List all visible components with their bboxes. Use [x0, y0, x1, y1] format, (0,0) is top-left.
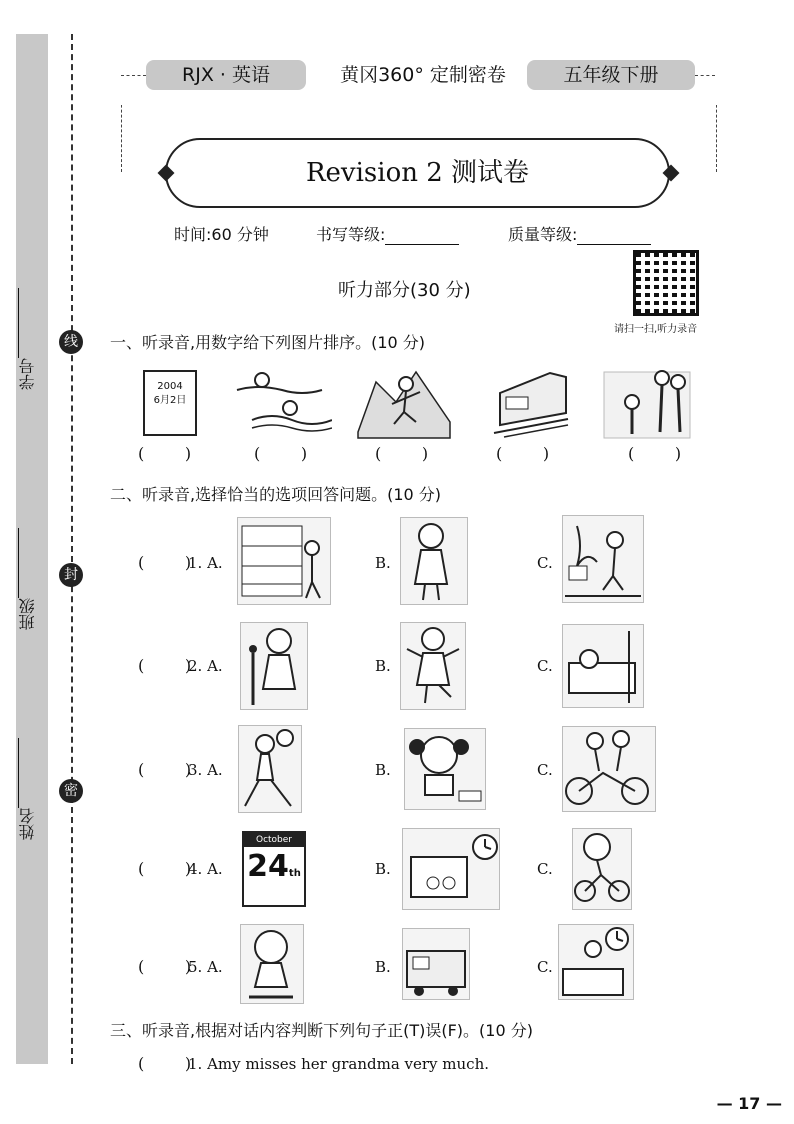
- writing-grade-label: 书写等级:: [316, 225, 386, 244]
- seal-feng: 封: [59, 563, 83, 587]
- listening-header: 听力部分(30 分): [338, 280, 471, 301]
- grade-pill: 五年级下册: [527, 60, 695, 90]
- calendar-date: 6月2日: [153, 395, 187, 406]
- q2-option-b-label: B.: [375, 657, 391, 675]
- q4-option-b-label: B.: [375, 860, 391, 878]
- q5-b-bus-icon[interactable]: [402, 928, 470, 1000]
- q1-a-supermarket-icon[interactable]: [237, 517, 331, 605]
- q4-c-boy-bike-icon[interactable]: [572, 828, 632, 910]
- q3-option-a-label: 3. A.: [188, 761, 223, 779]
- q1-c-watering-plants-icon[interactable]: [562, 515, 644, 603]
- name-label: 姓名: [18, 808, 37, 840]
- page-number: — 17 —: [716, 1094, 782, 1113]
- seal-xian: 线: [59, 330, 83, 354]
- q2-b-dancing-girl-icon[interactable]: [400, 622, 466, 710]
- cut-line: [71, 34, 73, 1064]
- qr-code-icon[interactable]: [633, 250, 699, 316]
- q3-b-reading-girl-icon[interactable]: [404, 728, 486, 810]
- qr-caption: 请扫一扫,听力录音: [614, 324, 698, 335]
- q5-c-study-clock-icon[interactable]: [558, 924, 634, 1000]
- calendar-icon: [143, 370, 197, 436]
- swimming-icon: [232, 368, 332, 438]
- calendar-day: 24: [247, 849, 289, 884]
- series-title: 黄冈360° 定制密卷: [340, 64, 506, 86]
- q5-option-c-label: C.: [537, 958, 553, 976]
- q4-option-a-label: 4. A.: [188, 860, 223, 878]
- section3-title: 三、听录音,根据对话内容判断下列句子正(T)误(F)。(10 分): [110, 1021, 533, 1040]
- train-icon: [490, 363, 570, 439]
- answer-blank-q5[interactable]: ( ): [138, 957, 192, 976]
- q3-a-basketball-icon[interactable]: [238, 725, 302, 813]
- order-blank-3[interactable]: ( ): [375, 444, 429, 463]
- class-field[interactable]: [16, 460, 48, 630]
- q2-option-c-label: C.: [537, 657, 553, 675]
- time-info: 时间:60 分钟: [174, 225, 269, 244]
- order-blank-5[interactable]: ( ): [628, 444, 682, 463]
- family-icon: [602, 362, 692, 440]
- q2-c-sick-in-bed-icon[interactable]: [562, 624, 644, 708]
- calendar-month: October: [244, 833, 304, 847]
- q1-option-a-label: 1. A.: [188, 554, 223, 572]
- answer-blank-q3[interactable]: ( ): [138, 760, 192, 779]
- section2-title: 二、听录音,选择恰当的选项回答问题。(10 分): [110, 485, 442, 504]
- calendar-year: 2004: [157, 381, 183, 392]
- quality-grade-label: 质量等级:: [508, 225, 578, 244]
- student-number-field[interactable]: [16, 230, 48, 390]
- q2-option-a-label: 2. A.: [188, 657, 223, 675]
- q3-c-cycling-icon[interactable]: [562, 726, 656, 812]
- calendar-suffix: th: [288, 868, 301, 879]
- q5-option-b-label: B.: [375, 958, 391, 976]
- q4-option-c-label: C.: [537, 860, 553, 878]
- page-title: Revision 2 测试卷: [165, 138, 670, 208]
- climbing-icon: [356, 362, 452, 440]
- seal-mi: 密: [59, 779, 83, 803]
- q1-option-b-label: B.: [375, 554, 391, 572]
- q3-option-b-label: B.: [375, 761, 391, 779]
- writing-grade-field[interactable]: [316, 222, 459, 245]
- q4-b-school-clock-icon[interactable]: [402, 828, 500, 910]
- student-number-label: 学号: [18, 358, 37, 390]
- answer-blank-q1[interactable]: ( ): [138, 553, 192, 572]
- q1-b-singing-girl-icon[interactable]: [400, 517, 468, 605]
- name-field[interactable]: [16, 680, 48, 840]
- order-blank-4[interactable]: ( ): [496, 444, 550, 463]
- q4-a-calendar-icon[interactable]: [242, 831, 306, 907]
- order-blank-2[interactable]: ( ): [254, 444, 308, 463]
- class-label: 班级: [18, 598, 37, 630]
- answer-blank-q4[interactable]: ( ): [138, 859, 192, 878]
- tf-blank-1[interactable]: ( ): [138, 1054, 192, 1073]
- q5-option-a-label: 5. A.: [188, 958, 223, 976]
- q2-a-singer-icon[interactable]: [240, 622, 308, 710]
- subject-pill: RJX · 英语: [146, 60, 306, 90]
- q5-a-happy-boy-icon[interactable]: [240, 924, 304, 1004]
- quality-grade-field[interactable]: [508, 222, 651, 245]
- q1-option-c-label: C.: [537, 554, 553, 572]
- tf-question-1: 1. Amy misses her grandma very much.: [188, 1055, 490, 1073]
- order-blank-1[interactable]: ( ): [138, 444, 192, 463]
- q3-option-c-label: C.: [537, 761, 553, 779]
- answer-blank-q2[interactable]: ( ): [138, 656, 192, 675]
- section1-title: 一、听录音,用数字给下列图片排序。(10 分): [110, 333, 426, 352]
